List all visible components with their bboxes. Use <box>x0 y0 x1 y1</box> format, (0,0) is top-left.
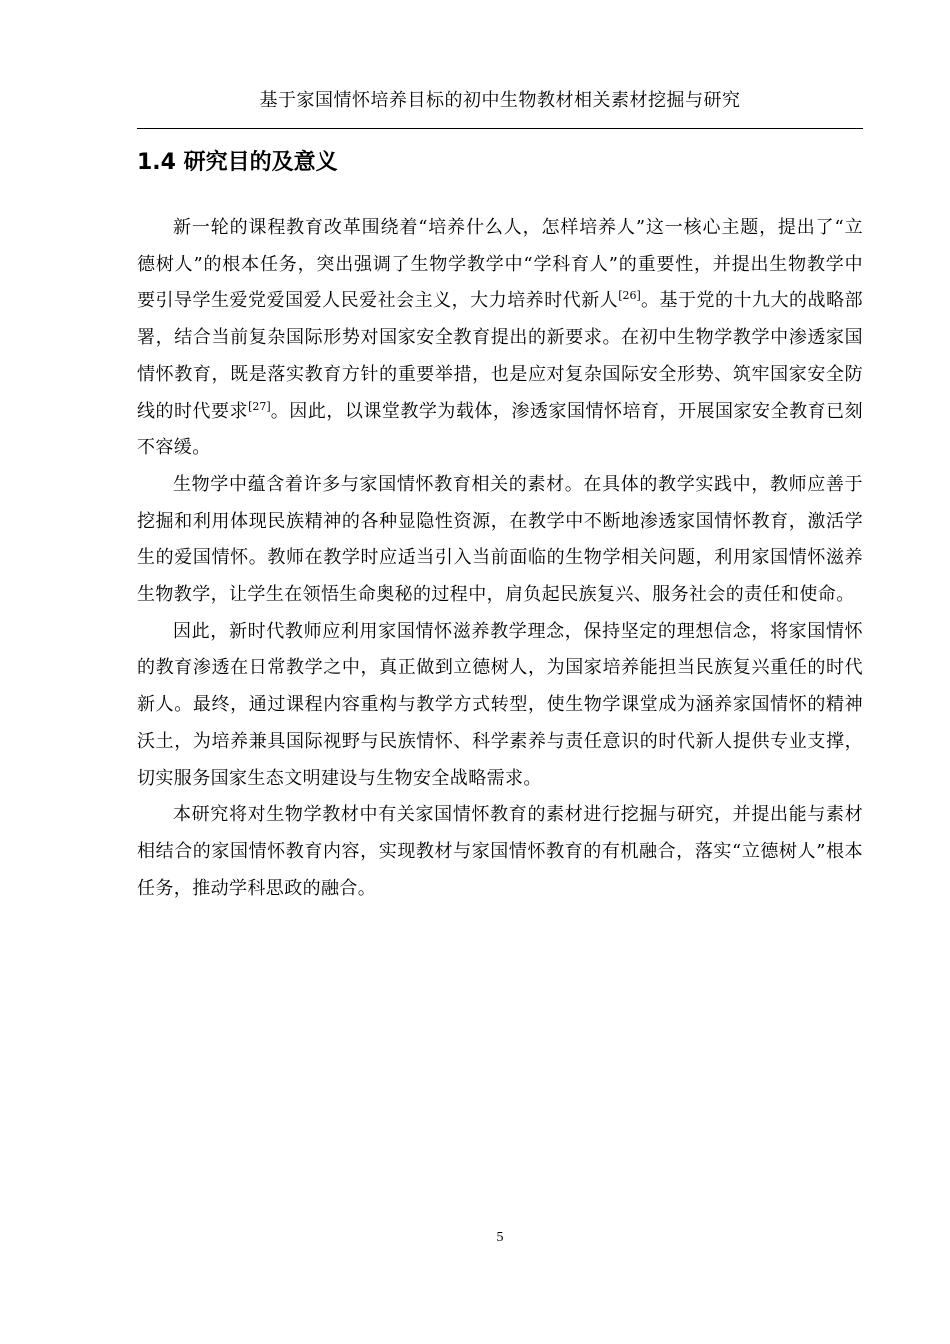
paragraph-1-part-a: 新一轮的课程教育改革围绕着“培养什么人，怎样培养人”这一核心主题，提出了“立德树人”的根本任务，突出强调了生物学教学中“学科育人”的重要性，并提出生物教学中要引导学生爱党爱国爱人民爱社会主义，大力培养时代新人 <box>137 217 863 312</box>
paragraph-4: 本研究将对生物学教材中有关家国情怀教育的素材进行挖掘与研究，并提出能与素材相结合的家国情怀教育内容，实现教材与家国情怀教育的有机融合，落实“立德树人”根本任务，推动学科思政的融合。 <box>137 804 863 899</box>
paragraph-3: 因此，新时代教师应利用家国情怀滋养教学理念，保持坚定的理想信念，将家国情怀的教育渗透在日常教学之中，真正做到立德树人，为国家培养能担当民族复兴重任的时代新人。最终，通过课程内容重构与教学方式转型，使生物学课堂成为涵养家国情怀的精神沃土，为培养兼具国际视野与民族情怀、科学素养与责任意识的时代新人提供专业支撑，切实服务国家生态文明建设与生物安全战略需求。 <box>137 620 863 789</box>
paragraph-1-part-b: 。基于党的十九大的战略部署，结合当前复杂国际形势对国家安全教育提出的新要求。在初中生物学教学中渗透家国情怀教育，既是落实教育方针的重要举措，也是应对复杂国际安全形势、筑牢国家安全防线的时代要求 <box>137 290 863 422</box>
paragraph-1 <box>137 210 863 467</box>
body-text <box>137 210 863 907</box>
citation-26: [26] <box>618 289 641 303</box>
section-heading: 1.4 研究目的及意义 <box>137 150 338 175</box>
page-number: 5 <box>496 1230 504 1245</box>
header-rule <box>137 128 863 129</box>
paragraph-1-part-c: 。因此，以课堂教学为载体，渗透家国情怀培育，开展国家安全教育已刻不容缓。 <box>137 400 864 459</box>
paragraph-2: 生物学中蕴含着许多与家国情怀教育相关的素材。在具体的教学实践中，教师应善于挖掘和利用体现民族精神的各种显隐性资源，在教学中不断地渗透家国情怀教育，激活学生的爱国情怀。教师在教学时应适当引入当前面临的生物学相关问题，利用家国情怀滋养生物教学，让学生在领悟生命奥秘的过程中，肩负起民族复兴、服务社会的责任和使命。 <box>137 473 863 606</box>
citation-27: [27] <box>248 399 271 413</box>
running-header: 基于家国情怀培养目标的初中生物教材相关素材挖掘与研究 <box>259 90 741 111</box>
